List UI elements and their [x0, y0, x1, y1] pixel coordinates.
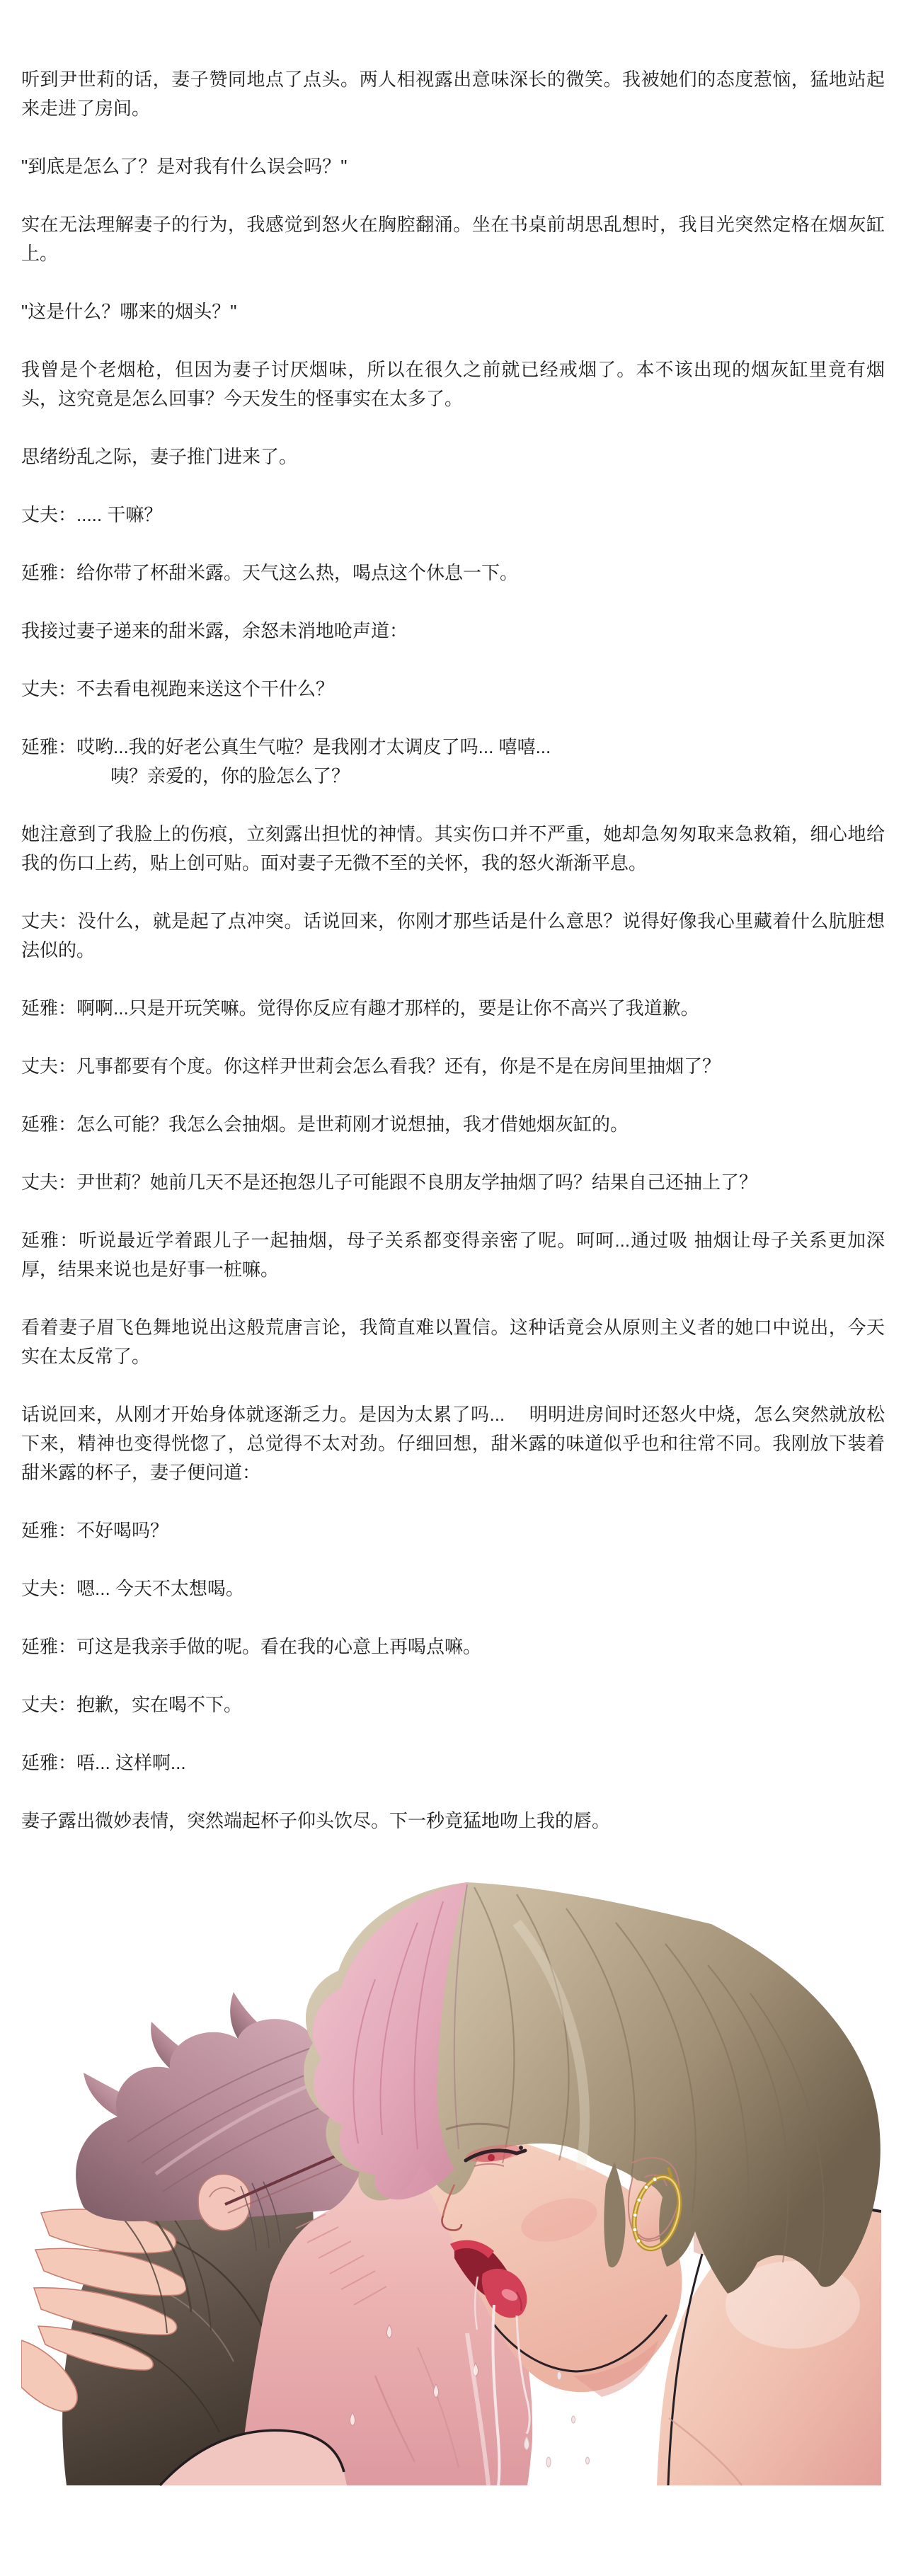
story-paragraph: 听到尹世莉的话，妻子赞同地点了点头。两人相视露出意味深长的微笑。我被她们的态度惹恼，猛地站起来走进了房间。 — [21, 69, 885, 119]
story-paragraph: 丈夫：凡事都要有个度。你这样尹世莉会怎么看我？还有，你是不是在房间里抽烟了？ — [21, 1055, 721, 1077]
story-paragraph: 我接过妻子递来的甜米露，余怒未消地呛声道： — [21, 620, 408, 641]
story-paragraph: 延雅：可这是我亲手做的呢。看在我的心意上再喝点嘛。 — [21, 1636, 482, 1657]
story-paragraph: 实在无法理解妻子的行为，我感觉到怒火在胸腔翻涌。坐在书桌前胡思乱想时，我目光突然定格在烟灰缸上。 — [21, 214, 885, 264]
story-paragraph: 丈夫：尹世莉？她前几天不是还抱怨儿子可能跟不良朋友学抽烟了吗？结果自己还抽上了？ — [21, 1172, 758, 1193]
story-paragraph-continuation: 咦？亲爱的，你的脸怎么了？ — [110, 765, 350, 786]
story-paragraph: 丈夫：不去看电视跑来送这个干什么？ — [21, 678, 335, 699]
story-paragraph: 丈夫：..... 干嘛？ — [21, 504, 163, 525]
story-paragraph: 丈夫：抱歉，实在喝不下。 — [21, 1694, 243, 1715]
story-paragraph: 延雅：怎么可能？我怎么会抽烟。是世莉刚才说想抽，我才借她烟灰缸的。 — [21, 1114, 629, 1135]
story-text — [21, 65, 885, 1865]
story-paragraph: "到底是怎么了？是对我有什么误会吗？" — [21, 156, 348, 177]
story-paragraph: 丈夫：嗯... 今天不太想喝。 — [21, 1578, 244, 1599]
story-paragraph: 延雅：给你带了杯甜米露。天气这么热，喝点这个休息一下。 — [21, 562, 519, 583]
kiss-illustration — [21, 1880, 881, 2487]
story-paragraph: 话说回来，从刚才开始身体就逐渐乏力。是因为太累了吗... 明明进房间时还怒火中烧，怎么突然就放松下来，精神也变得恍惚了，总觉得不太对劲。仔细回想，甜米露的味道似乎也和往常不同。我刚放下装着甜米露的杯子，妻子便问道： — [21, 1404, 885, 1483]
story-paragraph: 丈夫：没什么，就是起了点冲突。话说回来，你刚才那些话是什么意思？说得好像我心里藏着什么肮脏想法似的。 — [21, 910, 885, 961]
story-paragraph: 延雅：哎哟...我的好老公真生气啦？是我刚才太调皮了吗... 嘻嘻... 咦？亲爱的，你的脸怎么了？ — [21, 733, 885, 791]
story-paragraph: 延雅：唔... 这样啊... — [21, 1752, 186, 1773]
story-paragraph: 她注意到了我脸上的伤痕，立刻露出担忧的神情。其实伤口并不严重，她却急匆匆取来急救箱，细心地给我的伤口上药，贴上创可贴。面对妻子无微不至的关怀，我的怒火渐渐平息。 — [21, 823, 885, 874]
story-paragraph: 我曾是个老烟枪，但因为妻子讨厌烟味，所以在很久之前就已经戒烟了。本不该出现的烟灰缸里竟有烟头，这究竟是怎么回事？今天发生的怪事实在太多了。 — [21, 359, 885, 409]
story-paragraph: 延雅：不好喝吗？ — [21, 1520, 169, 1541]
story-paragraph: "这是什么？哪来的烟头？" — [21, 301, 237, 322]
story-paragraph: 妻子露出微妙表情，突然端起杯子仰头饮尽。下一秒竟猛地吻上我的唇。 — [21, 1810, 611, 1831]
story-paragraph: 延雅：听说最近学着跟儿子一起抽烟，母子关系都变得亲密了呢。呵呵...通过吸 抽烟让母子关系更加深厚，结果来说也是好事一桩嘛。 — [21, 1230, 885, 1280]
story-paragraph: 看着妻子眉飞色舞地说出这般荒唐言论，我简直难以置信。这种话竟会从原则主义者的她口中说出，今天实在太反常了。 — [21, 1317, 885, 1367]
story-paragraph: 延雅：啊啊...只是开玩笑嘛。觉得你反应有趣才那样的，要是让你不高兴了我道歉。 — [21, 997, 699, 1019]
story-paragraph: 思绪纷乱之际，妻子推门进来了。 — [21, 446, 298, 467]
